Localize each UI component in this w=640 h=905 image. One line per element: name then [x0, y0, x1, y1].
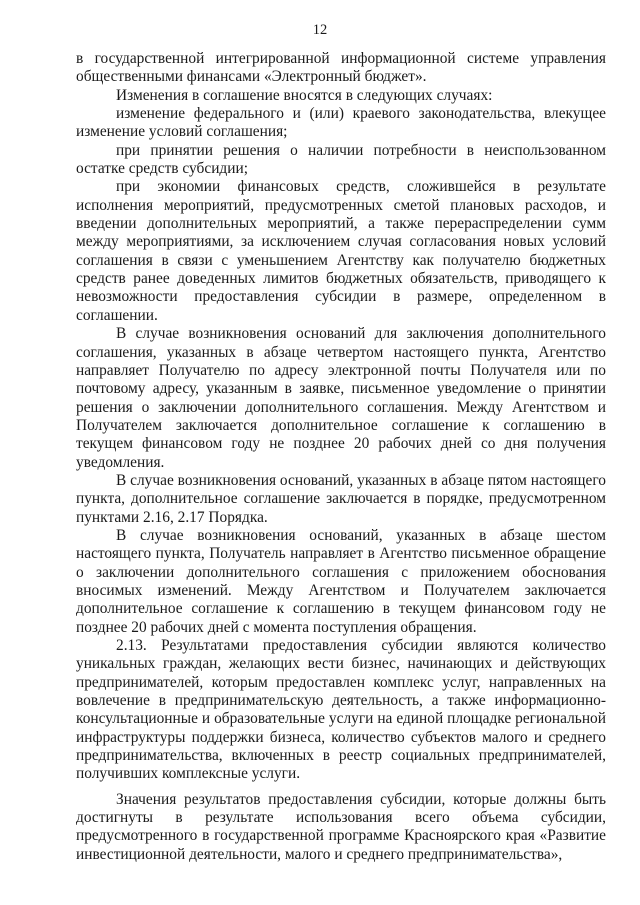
paragraph-2-13-results: 2.13. Результатами предоставления субсидии являются количество уникальных граждан, желающих вести бизнес, начинающих и действующих предпринимателей, которым предоставлен комплекс услуг, направленных на вовлечение в предпринимательскую деятельность, а также информационно-консультационные и образовательные услуги на единой площадке региональной инфраструктуры поддержки бизнеса, количество субъектов малого и среднего предпринимательства, включенных в реестр социальных предпринимателей, получивших комплексные услуги.: [76, 637, 606, 783]
paragraph-result-values: Значения результатов предоставления субсидии, которые должны быть достигнуты в результате использования всего объема субсидии, предусмотренного в государственной программе Красноярского края «Развитие инвестиционной деятельности, малого и среднего предпринимательства»,: [76, 790, 606, 863]
paragraph-additional-agreement-6th: В случае возникновения оснований, указанных в абзаце шестом настоящего пункта, Получатель направляет в Агентство письменное обращение о заключении дополнительного соглашения с приложением обоснования вносимых изменений. Между Агентством и Получателем заключается дополнительное соглашение к соглашению в текущем финансовом году не позднее 20 рабочих дней с момента поступления обращения.: [76, 526, 606, 636]
paragraph-continuation: в государственной интегрированной информационной системе управления общественными финансами «Электронный бюджет».: [76, 50, 606, 86]
page-number: 12: [312, 22, 328, 38]
paragraph-case-savings: при экономии финансовых средств, сложившейся в результате исполнения мероприятий, предусмотренных сметой плановых расходов, и введении дополнительных мероприятий, а также перераспределении сумм между мероприятиями, за исключением случая согласования новых условий соглашения в связи с уменьшением Агентству как получателю бюджетных средств ранее доведенных лимитов бюджетных обязательств, приводящего к невозможности предоставления субсидии в размере, определенном в соглашении.: [76, 178, 606, 324]
paragraph-additional-agreement-5th: В случае возникновения оснований, указанных в абзаце пятом настоящего пункта, дополнительное соглашение заключается в порядке, предусмотренном пунктами 2.16, 2.17 Порядка.: [76, 471, 606, 526]
paragraph-amendment-cases-intro: Изменения в соглашение вносятся в следующих случаях:: [116, 86, 493, 104]
paragraph-case-legislation-change: изменение федерального и (или) краевого законодательства, влекущее изменение условий соглашения;: [76, 105, 606, 141]
document-body: [76, 50, 606, 864]
paragraph-additional-agreement-4th: В случае возникновения оснований для заключения дополнительного соглашения, указанных в абзаце четвертом настоящего пункта, Агентство направляет Получателю по адресу электронной почты Получателя или по почтовому адресу, указанным в заявке, письменное уведомление о принятии решения о заключении дополнительного соглашения. Между Агентством и Получателем заключается дополнительное соглашение к соглашению в текущем финансовом году не позднее 20 рабочих дней со дня получения уведомления.: [76, 325, 606, 471]
paragraph-case-unused-balance: при принятии решения о наличии потребности в неиспользованном остатке средств субсидии;: [76, 141, 606, 178]
